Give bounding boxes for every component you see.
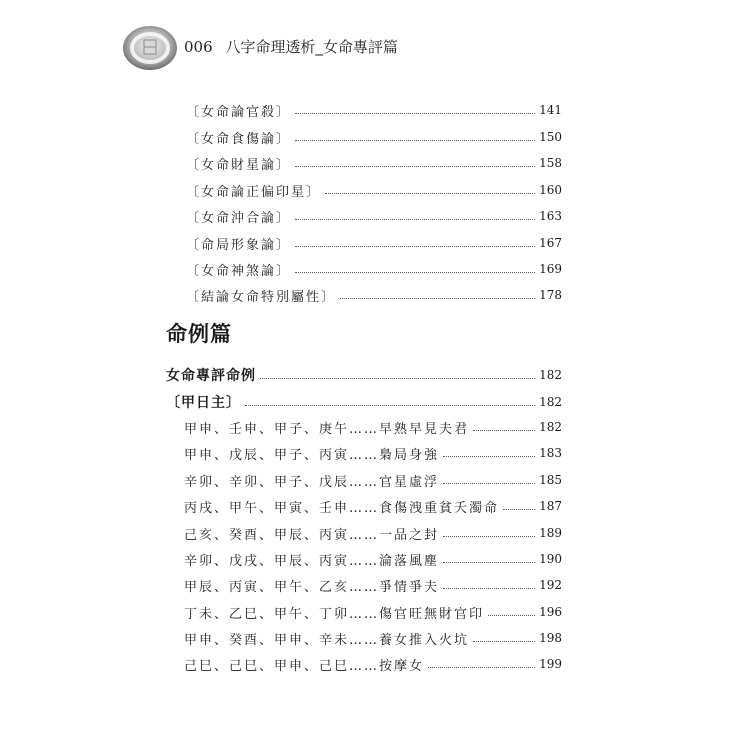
toc-entry-label: 〔女命財星論〕 <box>186 157 292 173</box>
case-label: 甲申、壬申、甲子、庚午……早熟早見夫君 <box>184 421 470 437</box>
toc-entry <box>186 126 562 148</box>
dot-leader <box>428 667 535 668</box>
chapter-entry <box>166 364 562 386</box>
case-entry <box>184 495 562 517</box>
case-entry <box>184 653 562 675</box>
toc-entry <box>186 179 562 201</box>
dot-leader <box>260 378 535 379</box>
book-title: 八字命理透析_女命專評篇 <box>225 38 398 56</box>
toc-entry <box>186 99 562 121</box>
toc-entry-page: 150 <box>539 130 562 144</box>
case-entry <box>184 469 562 491</box>
toc-entry <box>186 284 562 306</box>
case-entry <box>184 522 562 544</box>
case-page: 183 <box>539 446 562 460</box>
subchapter-page: 182 <box>539 395 562 409</box>
dot-leader <box>443 562 535 563</box>
dot-leader <box>245 405 535 406</box>
toc-entry-label: 〔女命論官殺〕 <box>186 104 292 120</box>
case-page: 189 <box>539 526 562 540</box>
case-page: 196 <box>539 605 562 619</box>
case-page: 182 <box>539 420 562 434</box>
case-page: 187 <box>539 499 562 513</box>
dot-leader <box>443 588 535 589</box>
dot-leader <box>295 113 535 114</box>
case-page: 185 <box>539 473 562 487</box>
case-entry <box>184 601 562 623</box>
dot-leader <box>473 641 535 642</box>
toc-entry-page: 160 <box>539 183 562 197</box>
dot-leader <box>443 483 535 484</box>
case-label: 辛卯、辛卯、甲子、戊辰……官星虛浮 <box>184 474 440 490</box>
dot-leader <box>443 536 535 537</box>
subchapter-entry <box>166 391 562 413</box>
toc-entry-page: 158 <box>539 156 562 170</box>
case-entry <box>184 416 562 438</box>
dot-leader <box>295 140 535 141</box>
toc-entry-label: 〔女命食傷論〕 <box>186 131 292 147</box>
toc-entry-page: 141 <box>539 103 562 117</box>
toc-entry-page: 169 <box>539 262 562 276</box>
dot-leader <box>295 219 535 220</box>
toc-entry-page: 167 <box>539 236 562 250</box>
case-label: 丙戌、甲午、甲寅、壬申……食傷洩重貧夭濁命 <box>184 500 500 516</box>
case-page: 190 <box>539 552 562 566</box>
case-label: 丁未、乙巳、甲午、丁卯……傷官旺無財官印 <box>184 606 485 622</box>
toc-entry-label: 〔女命沖合論〕 <box>186 210 292 226</box>
dot-leader <box>443 456 535 457</box>
dot-leader <box>295 166 535 167</box>
dot-leader <box>503 509 535 510</box>
case-entry <box>184 627 562 649</box>
case-entry <box>184 442 562 464</box>
dot-leader <box>295 272 535 273</box>
case-page: 192 <box>539 578 562 592</box>
case-label: 己亥、癸酉、甲辰、丙寅……一品之封 <box>184 527 440 543</box>
case-label: 甲申、戊辰、甲子、丙寅……梟局身強 <box>184 447 440 463</box>
section-title: 命例篇 <box>166 322 232 346</box>
case-page: 198 <box>539 631 562 645</box>
dot-leader <box>340 298 535 299</box>
toc-entry-label: 〔命局形象論〕 <box>186 237 292 253</box>
toc-entry <box>186 152 562 174</box>
toc-entry <box>186 205 562 227</box>
case-label: 辛卯、戊戌、甲辰、丙寅……淪落風塵 <box>184 553 440 569</box>
case-page: 199 <box>539 657 562 671</box>
case-entry <box>184 548 562 570</box>
toc-entry-label: 〔女命神煞論〕 <box>186 263 292 279</box>
toc-entry-page: 178 <box>539 288 562 302</box>
case-entry <box>184 574 562 596</box>
case-label: 甲辰、丙寅、甲午、乙亥……爭情爭夫 <box>184 579 440 595</box>
toc-entry <box>186 258 562 280</box>
dot-leader <box>488 615 535 616</box>
toc-entry-label: 〔女命論正偏印星〕 <box>186 184 322 200</box>
toc-entry-page: 163 <box>539 209 562 223</box>
case-label: 甲申、癸酉、甲申、辛未……養女推入火坑 <box>184 632 470 648</box>
subchapter-label: 〔甲日主〕 <box>166 395 241 411</box>
toc-entry-label: 〔結論女命特別屬性〕 <box>186 289 337 305</box>
chapter-label: 女命專評命例 <box>166 368 256 384</box>
dot-leader <box>325 193 535 194</box>
dot-leader <box>295 246 535 247</box>
toc-entry <box>186 232 562 254</box>
page-number: 006 <box>184 38 213 56</box>
case-label: 己巳、己巳、甲申、己巳……按摩女 <box>184 658 425 674</box>
dot-leader <box>473 430 535 431</box>
chapter-page: 182 <box>539 368 562 382</box>
